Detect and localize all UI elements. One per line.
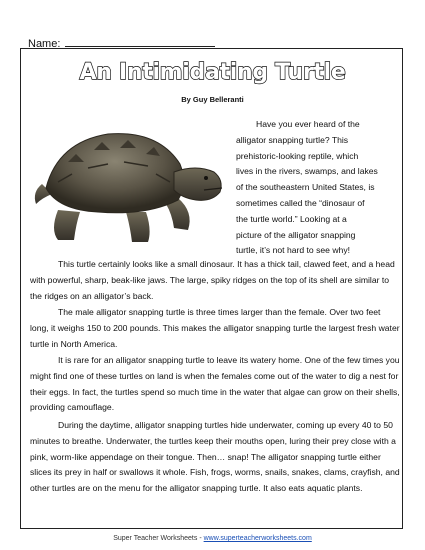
intro-line: prehistoric-looking reptile, which — [236, 150, 359, 161]
body-paragraph: It is rare for an alligator snapping turtle to leave its watery home. One of the few times you might find one of these turtles on land is when the females come out of the water to dig a nest for their eggs. In fact, the turtles spend so much time in the water that algae can grow on their shells, providing camouflage. — [30, 355, 400, 413]
intro-line: turtle, it’s not hard to see why! — [236, 245, 351, 256]
intro-line: alligator snapping turtle? This — [236, 134, 349, 145]
page-footer — [0, 535, 425, 542]
body-paragraph: This turtle certainly looks like a small dinosaur. It has a thick tail, clawed feet, and a head with powerful, sharp, beak-like jaws. The large, spiky ridges on the top of its shell are similar to the ridges on an alligator’s back. — [30, 259, 395, 301]
article-byline: By Guy Belleranti — [181, 95, 244, 104]
intro-line: of the southeastern United States, is — [236, 182, 375, 193]
footer-site-name: Super Teacher Worksheets — [113, 535, 198, 542]
name-label: Name: — [28, 38, 64, 50]
footer-separator: - — [197, 535, 204, 542]
body-paragraph: During the daytime, alligator snapping turtles hide underwater, coming up every 40 to 50 minutes to breathe. Underwater, the turtles keep their mouths open, luring their prey close with a pink, worm-like appendage on their tongue. Then… snap! The alligator snapping turtle either slices its prey in half or swallows it whole. Fish, frogs, worms, snails, snakes, clams, crayfish, and other turtles are on the menu for the alligator snapping turtle. It also eats aquatic plants. — [30, 420, 400, 494]
alligator-snapping-turtle-image — [28, 112, 228, 247]
intro-line: sometimes called the “dinosaur of — [236, 197, 365, 208]
intro-paragraph — [236, 117, 398, 259]
intro-line: Have you ever heard of the — [256, 119, 360, 129]
article-title: An Intimidating Turtle — [79, 60, 346, 85]
footer-url-link[interactable]: www.superteacherworksheets.com — [203, 535, 312, 542]
intro-line: the turtle world.” Looking at a — [236, 213, 347, 224]
intro-line: picture of the alligator snapping — [236, 229, 356, 240]
intro-line: lives in the rivers, swamps, and lakes — [236, 166, 378, 177]
name-blank-line[interactable] — [65, 36, 215, 47]
body-paragraph: The male alligator snapping turtle is three times larger than the female. Over two feet long, it weighs 150 to 200 pounds. This makes the alligator snapping turtle the largest fresh water turtle in North America. — [30, 307, 400, 349]
